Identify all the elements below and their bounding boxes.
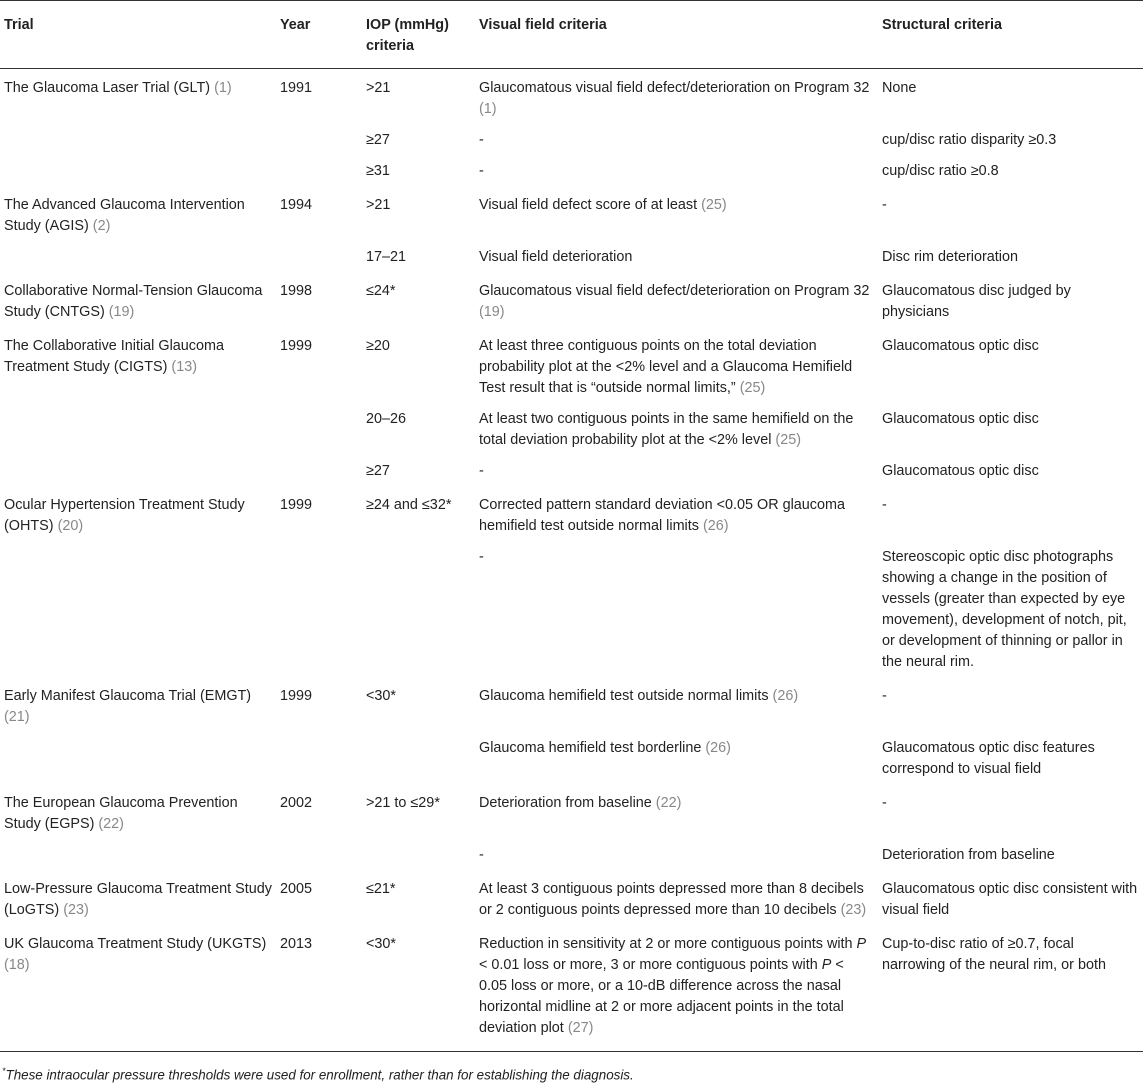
trial-name: The Glaucoma Laser Trial (GLT) (4, 80, 211, 96)
visual-field-text: - (479, 163, 484, 179)
cell-trial (0, 732, 276, 784)
cell-visual-field (475, 272, 878, 327)
cell-iop (362, 839, 475, 870)
cell-iop: ≥27 (366, 463, 390, 479)
cell-year: 1991 (280, 80, 313, 96)
cell-year (276, 403, 362, 455)
trial-reference-link[interactable]: (13) (171, 359, 197, 375)
table-row (0, 541, 1143, 677)
cell-structural: - (882, 497, 887, 513)
cell-visual-field (475, 186, 878, 241)
table-row (0, 69, 1143, 125)
cell-year (276, 241, 362, 272)
cell-visual-field (475, 925, 878, 1052)
cell-structural: cup/disc ratio disparity ≥0.3 (882, 132, 1057, 148)
cell-structural: - (882, 197, 887, 213)
visual-field-text: Reduction in sensitivity at 2 or more contiguous points with (479, 936, 857, 952)
cell-trial (0, 541, 276, 677)
cell-trial (0, 784, 276, 839)
cell-trial (0, 486, 276, 541)
trial-name: The Advanced Glaucoma Intervention Study (AGIS) (4, 197, 245, 234)
visual-field-reference-link[interactable]: (26) (772, 688, 799, 704)
cell-year (276, 124, 362, 155)
cell-year: 1999 (280, 688, 313, 704)
visual-field-text: Glaucomatous visual field defect/deterioration on Program 32 (479, 283, 870, 299)
table-row (0, 403, 1143, 455)
italic-p-value: P (856, 936, 867, 952)
cell-trial (0, 870, 276, 925)
visual-field-reference-link[interactable]: (25) (701, 197, 727, 213)
visual-field-text: Glaucomatous visual field defect/deterioration on Program 32 (479, 80, 870, 96)
header-visual-field: Visual field criteria (475, 1, 878, 69)
visual-field-text: Deterioration from baseline (479, 795, 652, 811)
cell-iop: >21 to ≤29* (366, 795, 440, 811)
visual-field-text: < 0.05 loss or more, or a 10-dB difference across the nasal horizontal midline at 2 or more adjacent points in the total deviation plot (479, 957, 844, 1036)
table-row (0, 784, 1143, 839)
cell-iop: <30* (362, 925, 475, 1052)
visual-field-text: Visual field deterioration (479, 249, 633, 265)
cell-visual-field (475, 403, 878, 455)
cell-iop: ≥24 and ≤32* (366, 497, 452, 513)
cell-structural: - (882, 688, 887, 704)
cell-visual-field (475, 541, 878, 677)
table-row (0, 241, 1143, 272)
visual-field-text: Visual field defect score of at least (479, 197, 698, 213)
visual-field-text: - (479, 847, 484, 863)
cell-iop: <30* (366, 688, 397, 704)
cell-trial (0, 839, 276, 870)
visual-field-text: - (479, 132, 484, 148)
cell-trial (0, 186, 276, 241)
cell-visual-field (475, 486, 878, 541)
cell-structural: Glaucomatous disc judged by physicians (882, 283, 1071, 320)
cell-trial (0, 925, 276, 1052)
visual-field-text: At least three contiguous points on the total deviation probability plot at the <2% level and a Glaucoma Hemifield Test result that is “outside normal limits,” (479, 338, 853, 396)
cell-trial (0, 241, 276, 272)
visual-field-reference-link[interactable]: (23) (840, 902, 867, 918)
table-row (0, 155, 1143, 186)
table-row (0, 870, 1143, 925)
table-row (0, 186, 1143, 241)
cell-iop: >21 (366, 197, 391, 213)
cell-structural: Glaucomatous optic disc (882, 411, 1039, 427)
cell-iop: >21 (366, 80, 391, 96)
trial-name: The European Glaucoma Prevention Study (EGPS) (4, 795, 238, 832)
cell-year (276, 839, 362, 870)
cell-structural: Glaucomatous optic disc (882, 338, 1039, 354)
visual-field-reference-link[interactable]: (25) (775, 432, 801, 448)
cell-year: 1999 (280, 338, 313, 354)
cell-structural: Glaucomatous optic disc (882, 463, 1039, 479)
cell-year (276, 541, 362, 677)
trial-reference-link[interactable]: (20) (57, 518, 84, 534)
cell-trial (0, 455, 276, 486)
visual-field-text: Glaucoma hemifield test borderline (479, 740, 702, 756)
italic-p-value: P (821, 957, 832, 973)
trial-name: Collaborative Normal-Tension Glaucoma Study (CNTGS) (4, 283, 263, 320)
visual-field-reference-link[interactable]: (27) (567, 1020, 594, 1036)
visual-field-reference-link[interactable]: (19) (479, 304, 505, 320)
cell-year (276, 455, 362, 486)
cell-structural: Cup-to-disc ratio of ≥0.7, focal narrowing of the neural rim, or both (878, 925, 1143, 1052)
footnote (0, 1052, 1145, 1085)
cell-year: 2013 (276, 925, 362, 1052)
visual-field-reference-link[interactable]: (25) (739, 380, 766, 396)
trial-reference-link[interactable]: (19) (108, 304, 135, 320)
visual-field-text: < 0.01 loss or more, 3 or more contiguous points with (479, 957, 822, 973)
cell-iop: ≤21* (366, 881, 396, 897)
trial-reference-link[interactable]: (1) (214, 80, 232, 96)
cell-year: 2002 (280, 795, 313, 811)
cell-trial (0, 155, 276, 186)
cell-trial (0, 69, 276, 125)
trial-name: UK Glaucoma Treatment Study (UKGTS) (4, 936, 267, 952)
table-row (0, 925, 1143, 1052)
trial-name: Early Manifest Glaucoma Trial (EMGT) (4, 688, 252, 704)
cell-visual-field (475, 69, 878, 125)
cell-visual-field (475, 327, 878, 403)
visual-field-reference-link[interactable]: (22) (655, 795, 682, 811)
cell-structural: Stereoscopic optic disc photographs showing a change in the position of vessels (greater than expected by eye movement), development of notch, pit, or development of thinning or pallor in the neural rim. (882, 549, 1127, 670)
cell-trial (0, 272, 276, 327)
cell-iop: 20–26 (366, 411, 407, 427)
table-row (0, 486, 1143, 541)
trial-name: The Collaborative Initial Glaucoma Treatment Study (CIGTS) (4, 338, 224, 375)
cell-year: 1999 (280, 497, 313, 513)
cell-visual-field (475, 241, 878, 272)
visual-field-text: At least two contiguous points in the same hemifield on the total deviation probability plot at the <2% level (479, 411, 854, 448)
cell-visual-field (475, 155, 878, 186)
visual-field-text: - (479, 463, 484, 479)
visual-field-text: At least 3 contiguous points depressed more than 8 decibels or 2 contiguous points depressed more than 10 decibels (479, 881, 864, 918)
cell-visual-field (475, 870, 878, 925)
trial-reference-link[interactable]: (18) (4, 957, 30, 973)
visual-field-text: Corrected pattern standard deviation <0.05 OR glaucoma hemifield test outside normal limits (479, 497, 845, 534)
cell-trial (0, 403, 276, 455)
cell-iop: 17–21 (366, 249, 407, 265)
cell-iop: ≥31 (366, 163, 390, 179)
cell-structural: Glaucomatous optic disc features correspond to visual field (882, 740, 1095, 777)
cell-iop: ≤24* (366, 283, 396, 299)
header-year: Year (276, 1, 362, 69)
table-row (0, 327, 1143, 403)
cell-visual-field (475, 455, 878, 486)
cell-trial (0, 327, 276, 403)
visual-field-reference-link[interactable]: (26) (702, 518, 729, 534)
table-row (0, 677, 1143, 732)
table-row (0, 124, 1143, 155)
header-trial: Trial (0, 1, 276, 69)
cell-trial (0, 677, 276, 732)
cell-year: 1994 (280, 197, 313, 213)
cell-structural: - (882, 795, 887, 811)
cell-year (276, 155, 362, 186)
table-row (0, 272, 1143, 327)
cell-visual-field (475, 677, 878, 732)
cell-iop: ≥20 (366, 338, 390, 354)
trial-name: Low-Pressure Glaucoma Treatment Study (LoGTS) (4, 881, 272, 918)
cell-visual-field (475, 839, 878, 870)
trial-reference-link[interactable]: (23) (63, 902, 89, 918)
cell-visual-field (475, 124, 878, 155)
trial-reference-link[interactable]: (22) (98, 816, 124, 832)
header-iop: IOP (mmHg) criteria (362, 1, 475, 69)
header-row (0, 1, 1143, 69)
table-row (0, 839, 1143, 870)
cell-iop (362, 732, 475, 784)
footnote-text: These intraocular pressure thresholds were used for enrollment, rather than for establishing the diagnosis. (5, 1067, 634, 1083)
table-body (0, 69, 1143, 1052)
cell-structural: None (882, 80, 917, 96)
cell-structural: Glaucomatous optic disc consistent with visual field (882, 881, 1138, 918)
cell-visual-field (475, 784, 878, 839)
cell-year (276, 732, 362, 784)
cell-trial (0, 124, 276, 155)
footnote-mark: * (2, 1066, 6, 1076)
visual-field-text: - (479, 549, 484, 565)
trial-reference-link[interactable]: (21) (4, 709, 30, 725)
cell-visual-field (475, 732, 878, 784)
cell-structural: cup/disc ratio ≥0.8 (882, 163, 999, 179)
visual-field-text: Glaucoma hemifield test outside normal limits (479, 688, 769, 704)
cell-iop: ≥27 (366, 132, 390, 148)
table-header (0, 1, 1143, 69)
trial-reference-link[interactable]: (2) (92, 218, 111, 234)
visual-field-reference-link[interactable]: (1) (479, 101, 497, 117)
cell-year: 1998 (280, 283, 313, 299)
cell-year: 2005 (280, 881, 313, 897)
cell-iop (362, 541, 475, 677)
table-row (0, 455, 1143, 486)
cell-structural: Disc rim deterioration (882, 249, 1018, 265)
visual-field-reference-link[interactable]: (26) (705, 740, 731, 756)
trial-name: Ocular Hypertension Treatment Study (OHTS) (4, 497, 245, 534)
header-structural: Structural criteria (878, 1, 1143, 69)
table-row (0, 732, 1143, 784)
cell-structural: Deterioration from baseline (882, 847, 1055, 863)
